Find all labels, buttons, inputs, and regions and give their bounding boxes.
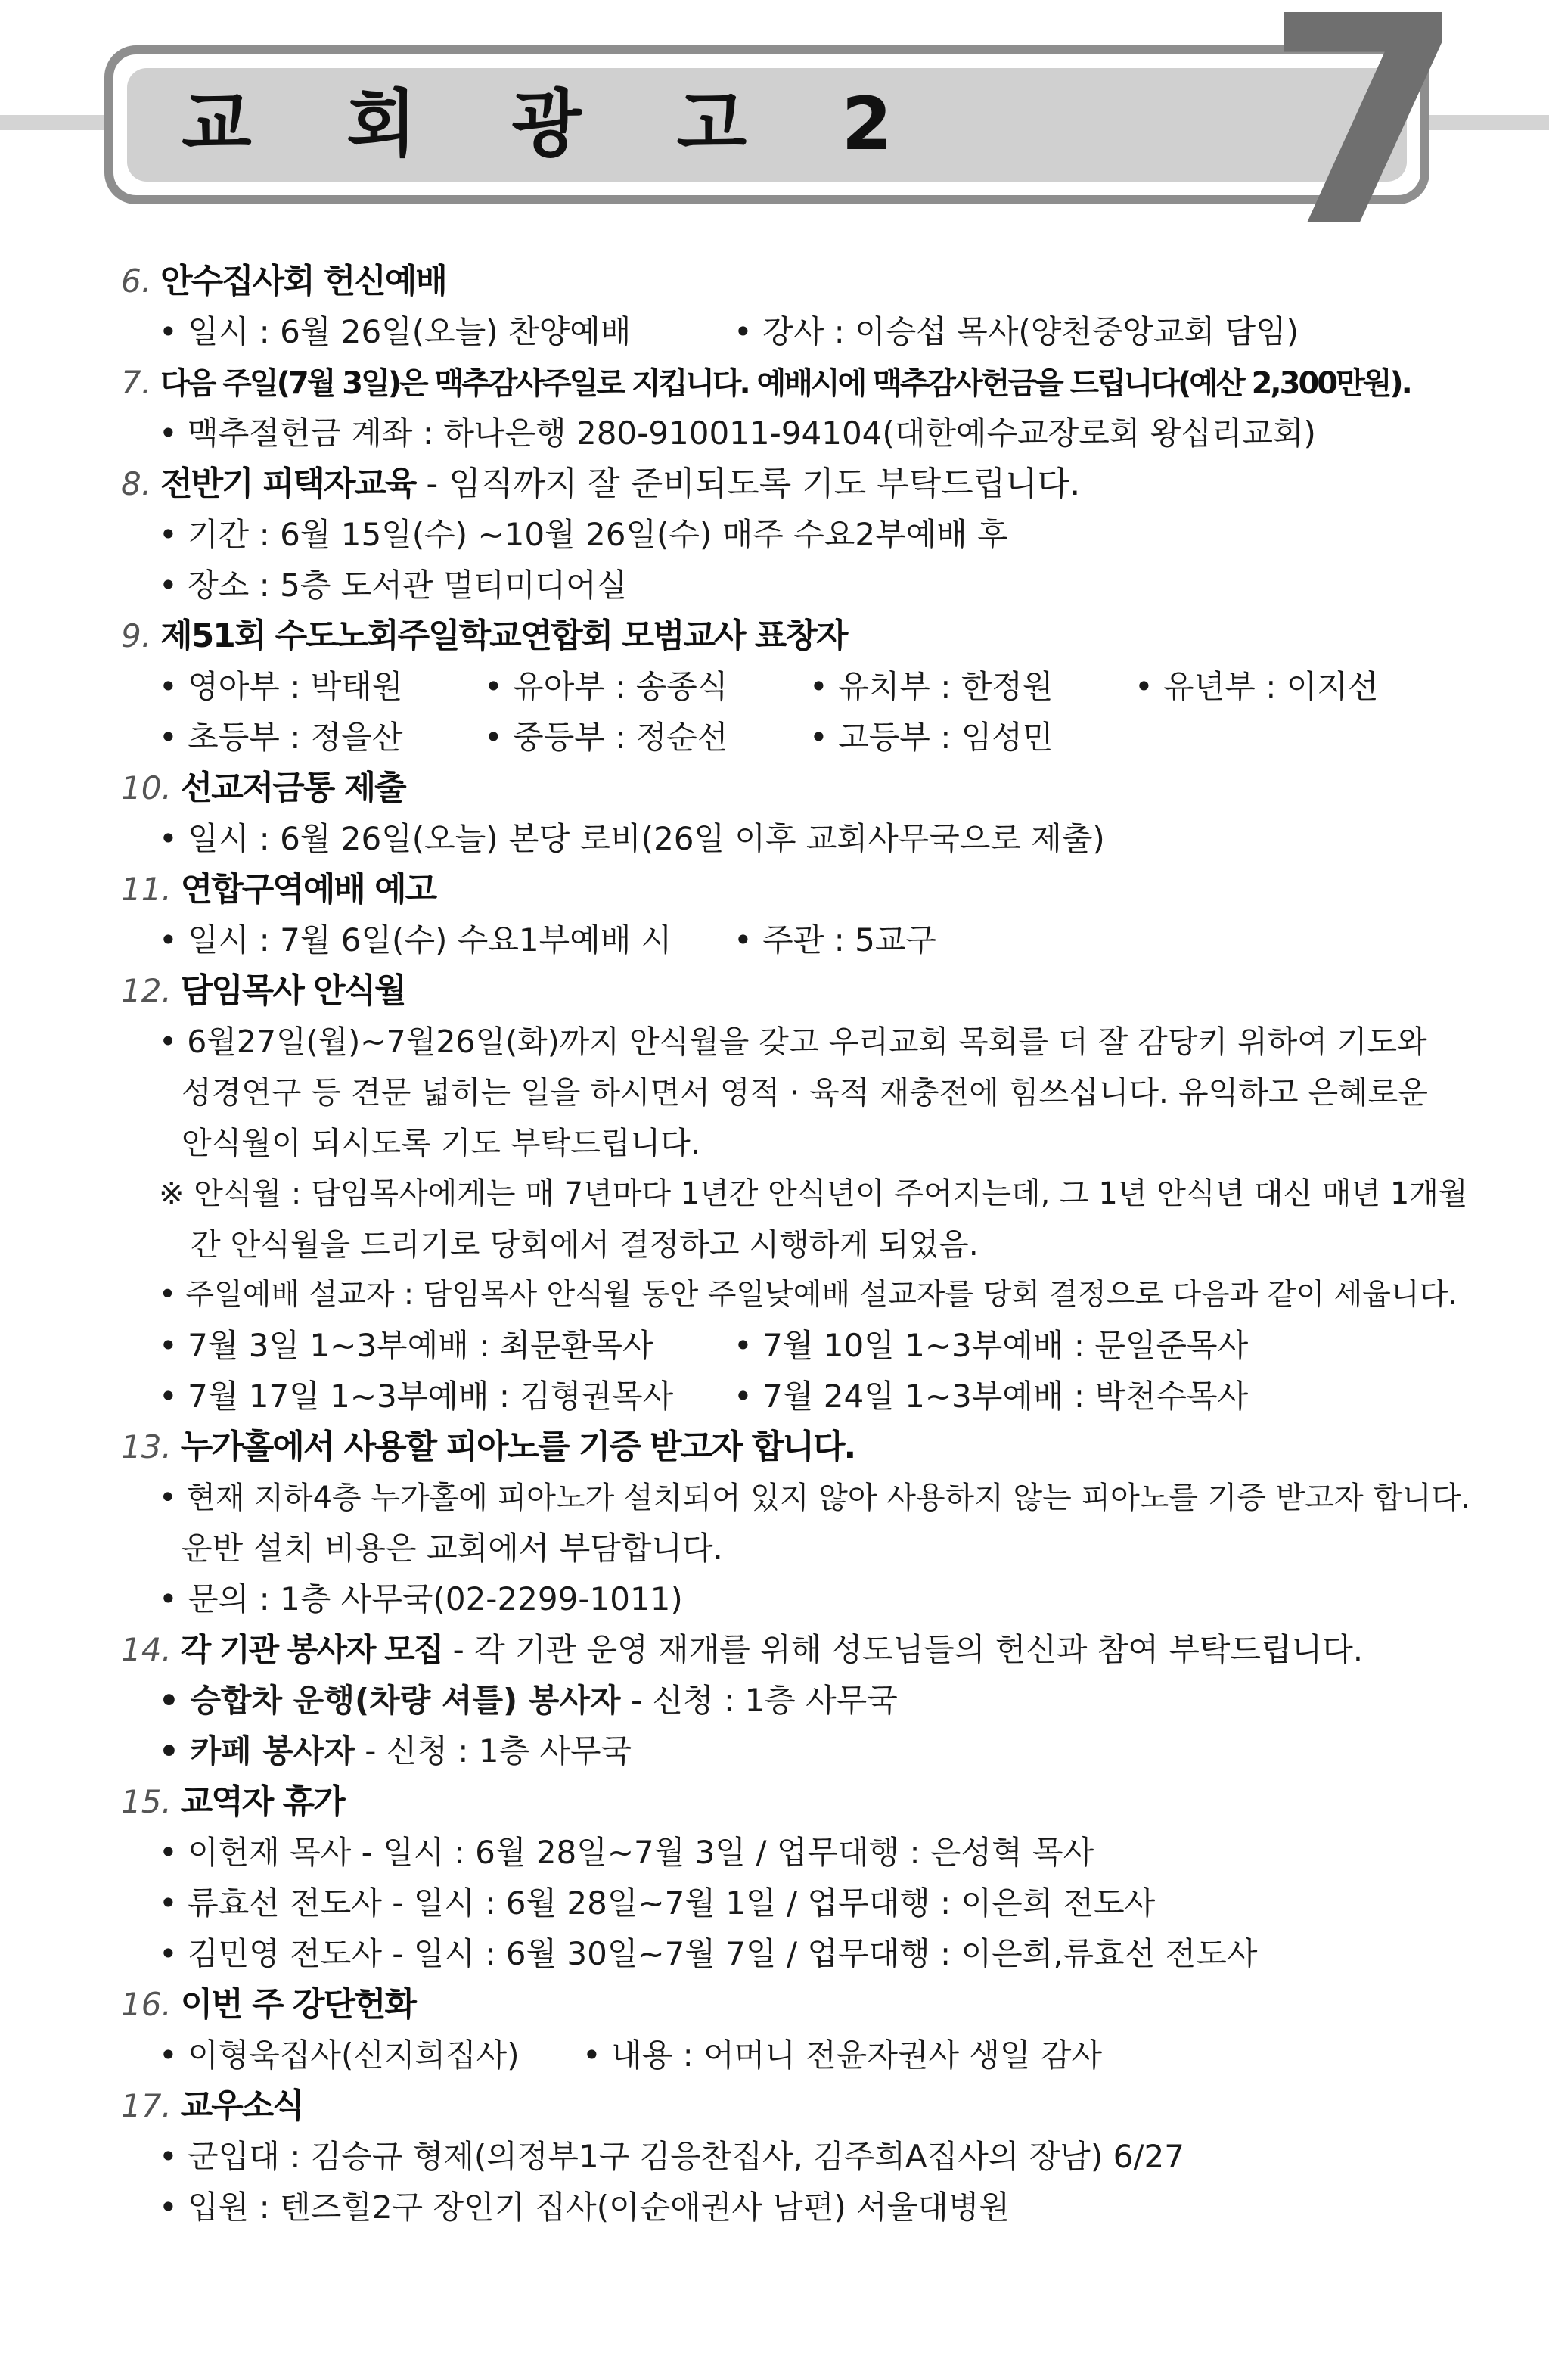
item-number: 13. [121,1428,172,1465]
announcement-14 [121,1626,1363,1674]
item-number: 14. [121,1631,172,1668]
page-number: 7 [1265,0,1465,290]
announcement-9 [121,612,846,660]
item-heading-tail: - 임직까지 잘 준비되도록 기도 부탁드립니다. [415,465,1081,503]
announcement-13 [121,1423,855,1471]
announcement-12 [121,967,405,1015]
item-number: 10. [121,769,172,806]
item-heading: 이번 주 강단헌화 [180,1985,415,2024]
item-number: 15. [121,1783,172,1820]
item-heading: 안수집사회 헌신예배 [160,262,446,300]
item-heading: 다음 주일(7월 3일)은 맥추감사주일로 지킵니다. 예배시에 맥추감사헌금을 드립니다(예산 2,300만원). [160,366,1411,401]
announcement-15 [121,1778,344,1826]
item-heading: 연합구역예배 예고 [180,870,436,909]
item-number: 9. [121,617,152,654]
item-heading: 담임목사 안식월 [180,971,405,1010]
item-heading: 누가홀에서 사용할 피아노를 기증 받고자 합니다. [180,1428,855,1466]
item-heading: 교우소식 [180,2086,303,2125]
announcement-7 [121,359,1411,407]
item-heading: 전반기 피택자교육 [160,465,416,503]
item-number: 16. [121,1986,172,2023]
item-number: 12. [121,972,172,1009]
item-heading: 각 기관 봉사자 모집 [180,1631,443,1668]
announcement-16 [121,1981,415,2029]
item-number: 6. [121,263,152,300]
item-heading: 선교저금통 제출 [180,769,405,807]
item-number: 17. [121,2087,172,2124]
announcement-10 [121,764,405,812]
item-number: 8. [121,465,152,502]
item-heading: 제51회 수도노회주일학교연합회 모범교사 표창자 [160,617,847,655]
announcement-6 [121,257,446,306]
announcement-11 [121,865,436,914]
announcement-8 [121,460,1080,508]
item-heading: 교역자 휴가 [180,1782,344,1821]
item-heading-tail: - 각 기관 운영 재개를 위해 성도님들의 헌신과 참여 부탁드립니다. [442,1631,1364,1668]
item-number: 7. [121,364,152,401]
page-title: 교 회 광 고 2 [182,82,927,166]
item-number: 11. [121,871,172,908]
announcement-17 [121,2082,303,2130]
